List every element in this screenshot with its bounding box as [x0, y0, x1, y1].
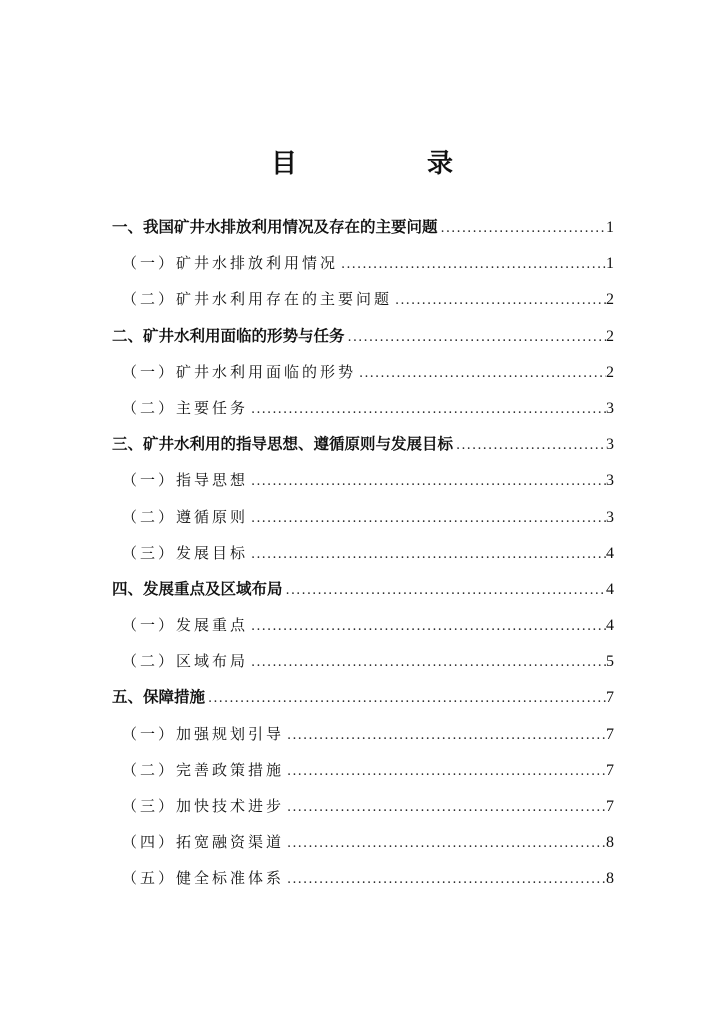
toc-entry-label: （三）发展目标 — [122, 543, 249, 562]
dot-leader — [284, 826, 606, 862]
toc-page-number: 1 — [606, 219, 614, 236]
toc-subsection-entry[interactable] — [112, 607, 614, 643]
toc-page-number: 1 — [606, 255, 614, 273]
toc-entry-label: （一）指导思想 — [122, 471, 249, 490]
toc-entry-label: 三、矿井水利用的指导思想、遵循原则与发展目标 — [112, 435, 454, 454]
toc-entry-label: （二）完善政策措施 — [122, 760, 285, 779]
toc-entry-label: （三）加快技术进步 — [122, 797, 285, 815]
dot-leader — [453, 428, 606, 464]
toc-page-number: 7 — [606, 689, 614, 707]
dot-leader — [248, 645, 606, 681]
toc-subsection-entry[interactable] — [112, 860, 614, 896]
toc-page-number: 2 — [606, 291, 614, 309]
toc-entry-label: （二）矿井水利用存在的主要问题 — [122, 290, 393, 309]
toc-entry-label: （一）发展重点 — [122, 616, 249, 635]
toc-subsection-entry[interactable] — [112, 354, 614, 390]
toc-section-entry[interactable] — [112, 318, 614, 354]
toc-page-number: 3 — [606, 508, 614, 526]
toc-page-number: 8 — [606, 870, 614, 888]
toc-entry-label: 二、矿井水利用面临的形势与任务 — [112, 326, 345, 345]
dot-leader — [283, 573, 606, 609]
dot-leader — [392, 283, 606, 319]
toc-section-entry[interactable] — [112, 426, 614, 462]
toc-entry-label: （一）矿井水排放利用情况 — [122, 254, 339, 273]
toc-page-number: 3 — [606, 436, 614, 454]
toc-entry-label: （五）健全标准体系 — [122, 869, 285, 888]
dot-leader — [248, 609, 606, 645]
dot-leader — [248, 537, 606, 573]
toc-subsection-entry[interactable] — [112, 535, 614, 571]
dot-leader — [248, 392, 606, 428]
dot-leader — [205, 681, 606, 717]
toc-subsection-entry[interactable] — [112, 643, 614, 679]
toc-section-entry[interactable] — [112, 209, 614, 245]
dot-leader — [284, 790, 606, 826]
toc-entry-label: （二）主要任务 — [122, 398, 249, 417]
toc-entry-label: （一）矿井水利用面临的形势 — [122, 362, 357, 381]
toc-subsection-entry[interactable] — [112, 824, 614, 860]
toc-page-number: 7 — [606, 725, 614, 743]
toc-subsection-entry[interactable] — [112, 462, 614, 498]
toc-title: 目 录 — [270, 149, 505, 179]
dot-leader — [248, 501, 606, 537]
toc-page-number: 7 — [606, 798, 614, 815]
toc-subsection-entry[interactable] — [112, 788, 614, 824]
table-of-contents — [112, 209, 614, 897]
toc-entry-label: 五、保障措施 — [112, 688, 206, 707]
dot-leader — [338, 247, 606, 283]
dot-leader — [284, 718, 606, 754]
toc-section-entry[interactable] — [112, 571, 614, 607]
toc-entry-label: 四、发展重点及区域布局 — [112, 579, 283, 598]
dot-leader — [438, 211, 606, 247]
toc-section-entry[interactable] — [112, 679, 614, 715]
toc-page-number: 3 — [606, 399, 614, 417]
toc-entry-label: （二）遵循原则 — [122, 507, 249, 526]
toc-page-number: 2 — [606, 327, 614, 345]
dot-leader — [248, 464, 606, 500]
toc-subsection-entry[interactable] — [112, 281, 614, 317]
toc-entry-label: （一）加强规划引导 — [122, 724, 285, 743]
toc-page-number: 4 — [606, 617, 614, 635]
toc-page-number: 8 — [606, 834, 614, 852]
toc-subsection-entry[interactable] — [112, 716, 614, 752]
toc-page-number: 4 — [606, 580, 614, 598]
dot-leader — [356, 356, 606, 392]
toc-page-number: 3 — [606, 472, 614, 490]
toc-subsection-entry[interactable] — [112, 245, 614, 281]
toc-entry-label: 一、我国矿井水排放利用情况及存在的主要问题 — [112, 218, 438, 236]
dot-leader — [345, 320, 606, 356]
dot-leader — [284, 754, 606, 790]
toc-subsection-entry[interactable] — [112, 499, 614, 535]
toc-entry-label: （四）拓宽融资渠道 — [122, 833, 285, 852]
toc-page-number: 5 — [606, 653, 614, 671]
toc-page-number: 4 — [606, 544, 614, 562]
toc-subsection-entry[interactable] — [112, 390, 614, 426]
toc-page-number: 7 — [606, 761, 614, 779]
toc-subsection-entry[interactable] — [112, 752, 614, 788]
toc-entry-label: （二）区域布局 — [122, 652, 249, 671]
dot-leader — [284, 862, 606, 898]
toc-page-number: 2 — [606, 363, 614, 381]
